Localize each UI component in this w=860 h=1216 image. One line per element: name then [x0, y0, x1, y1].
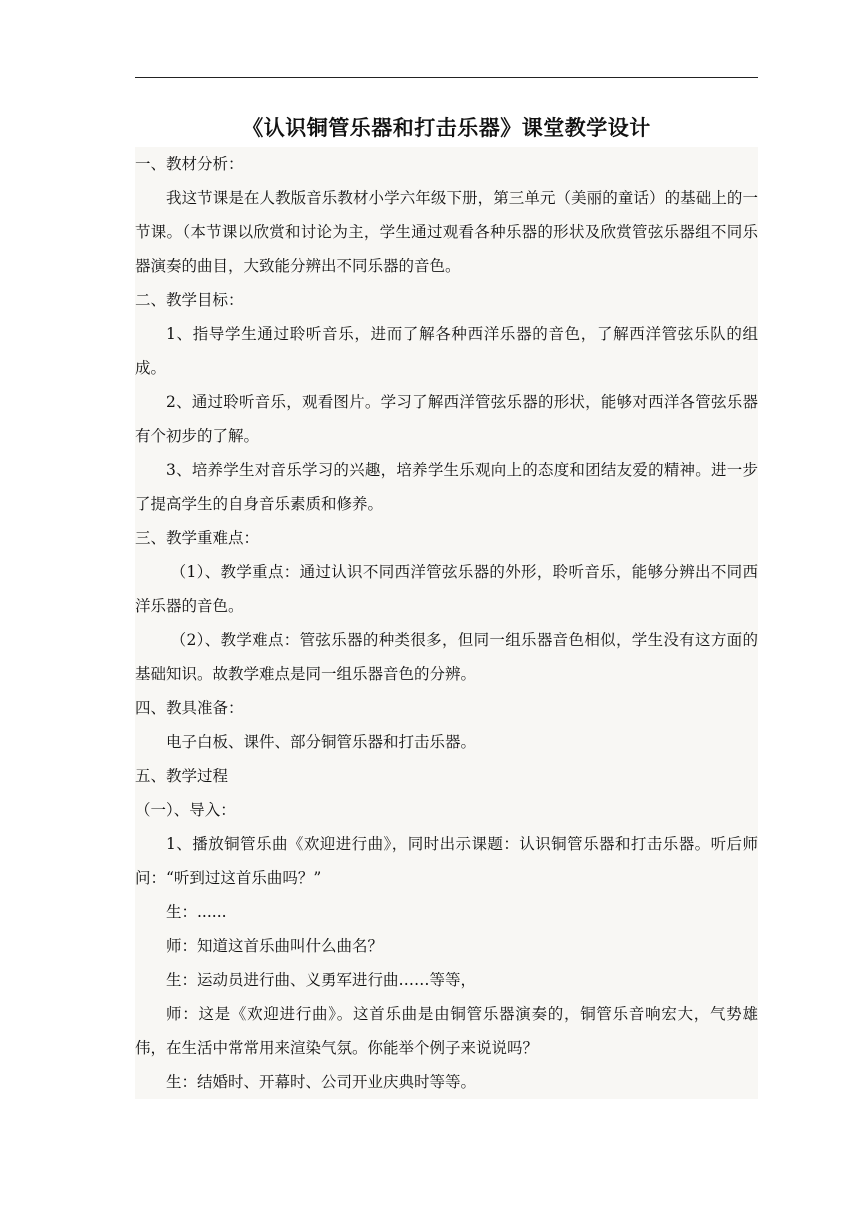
document-title: 《认识铜管乐器和打击乐器》课堂教学设计: [242, 115, 651, 140]
section-heading: 四、教具准备：: [135, 699, 244, 717]
paragraph: （1）、教学重点：通过认识不同西洋管弦乐器的外形，聆听音乐，能够分辨出不同西洋乐器的音色。: [135, 563, 758, 615]
section-heading: 三、教学重难点：: [135, 529, 260, 547]
paragraph: 电子白板、课件、部分铜管乐器和打击乐器。: [166, 733, 477, 751]
paragraph: （2）、教学难点：管弦乐器的种类很多，但同一组乐器音色相似，学生没有这方面的基础知识。故教学难点是同一组乐器音色的分辨。: [135, 631, 758, 683]
paragraph: 我这节课是在人教版音乐教材小学六年级下册，第三单元（美丽的童话）的基础上的一节课。（本节课以欣赏和讨论为主，学生通过观看各种乐器的形状及欣赏管弦乐器组不同乐器演奏的曲目，大致能分辨出不同乐器的音色。: [135, 189, 758, 275]
paragraph: 1、播放铜管乐曲《欢迎进行曲》，同时出示课题：认识铜管乐器和打击乐器。听后师问：“听到过这首乐曲吗？”: [135, 835, 758, 887]
paragraph: 生：结婚时、开幕时、公司开业庆典时等等。: [166, 1073, 477, 1091]
header-rule: [135, 77, 758, 78]
paragraph: 师：知道这首乐曲叫什么曲名？: [166, 937, 384, 955]
section-objectives: [135, 283, 758, 521]
paragraph: 师：这是《欢迎进行曲》。这首乐曲是由铜管乐器演奏的，铜管乐音响宏大，气势雄伟，在生活中常常用来渲染气氛。你能举个例子来说说吗？: [135, 1005, 758, 1057]
section-teaching-aids: [135, 691, 758, 759]
paragraph: 2、通过聆听音乐，观看图片。学习了解西洋管弦乐器的形状，能够对西洋各管弦乐器有个初步的了解。: [135, 393, 758, 445]
section-heading: 五、教学过程: [135, 767, 229, 785]
section-heading: 二、教学目标：: [135, 291, 244, 309]
section-key-points: [135, 521, 758, 691]
section-teaching-process: [135, 759, 758, 1099]
paragraph: 1、指导学生通过聆听音乐，进而了解各种西洋乐器的音色，了解西洋管弦乐队的组成。: [135, 325, 758, 377]
section-heading: 一、教材分析：: [135, 155, 244, 173]
section-materials: [135, 147, 758, 283]
paragraph: 生：运动员进行曲、义勇军进行曲……等等，: [166, 971, 477, 989]
subsection-heading: （一）、导入：: [135, 801, 236, 819]
paragraph: 3、培养学生对音乐学习的兴趣，培养学生乐观向上的态度和团结友爱的精神。进一步了提高学生的自身音乐素质和修养。: [135, 461, 758, 513]
paragraph: 生：......: [166, 903, 227, 921]
